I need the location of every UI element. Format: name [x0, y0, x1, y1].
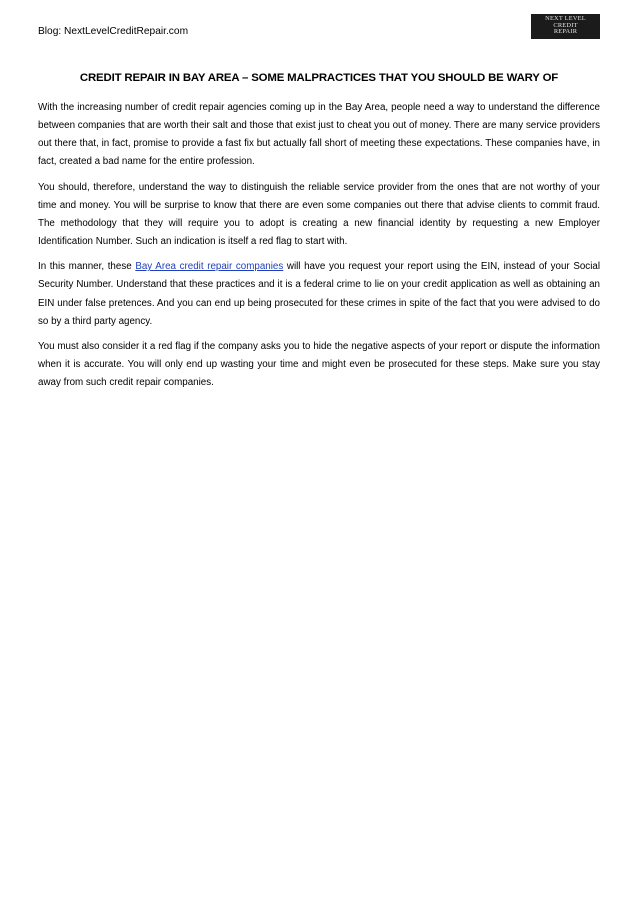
logo-line-3: REPAIR — [553, 28, 578, 36]
paragraph-4: You must also consider it a red flag if the company asks you to hide the negative aspects of your report or dispute the information when it is accurate. You will only end up wasting your time and might even be prosecuted for these steps. Make sure you stay away from such credit repair companies. — [38, 340, 600, 389]
logo-line-1: NEXT LEVEL — [545, 15, 586, 22]
bay-area-credit-repair-link[interactable]: Bay Area credit repair companies — [135, 261, 284, 273]
paragraph-3-intro: In this manner, these — [38, 261, 136, 273]
article-body — [38, 99, 600, 399]
next-level-credit-repair-logo — [531, 14, 600, 39]
paragraph-2: You should, therefore, understand the way to distinguish the reliable service provider from the ones that are not worthy of your time and money. You will be surprise to know that there are even some companies out there that advise clients to commit fraud. The methodology that they will require you to adopt is creating a new financial identity by requesting a new Employer Identification Number. Such an indication is itself a red flag to start with. — [38, 181, 600, 248]
article-title: CREDIT REPAIR IN BAY AREA – SOME MALPRACTICES THAT YOU SHOULD BE WARY OF — [79, 72, 559, 84]
paragraph-3 — [38, 258, 600, 331]
paragraph-3-rest: will have you request your report using the EIN, instead of your Social Security Number. Understand that these practices and it is a federal crime to lie on your credit application as well as obtaining an EIN under false pretences. And you can end up being prosecuted for these crimes in spite of the fact that you were advised to do so by a third party agency. — [38, 261, 601, 327]
paragraph-1: With the increasing number of credit repair agencies coming up in the Bay Area, people need a way to understand the difference between companies that are worth their salt and those that exist just to cheat you out of money. There are many service providers out there that, in fact, promise to provide a fast fix but actually fall short of meeting these expectations. These companies have, in fact, created a bad name for the entire profession. — [38, 102, 600, 168]
blog-header: Blog: NextLevelCreditRepair.com — [38, 26, 189, 37]
logo-line-2: CREDIT — [553, 21, 578, 29]
